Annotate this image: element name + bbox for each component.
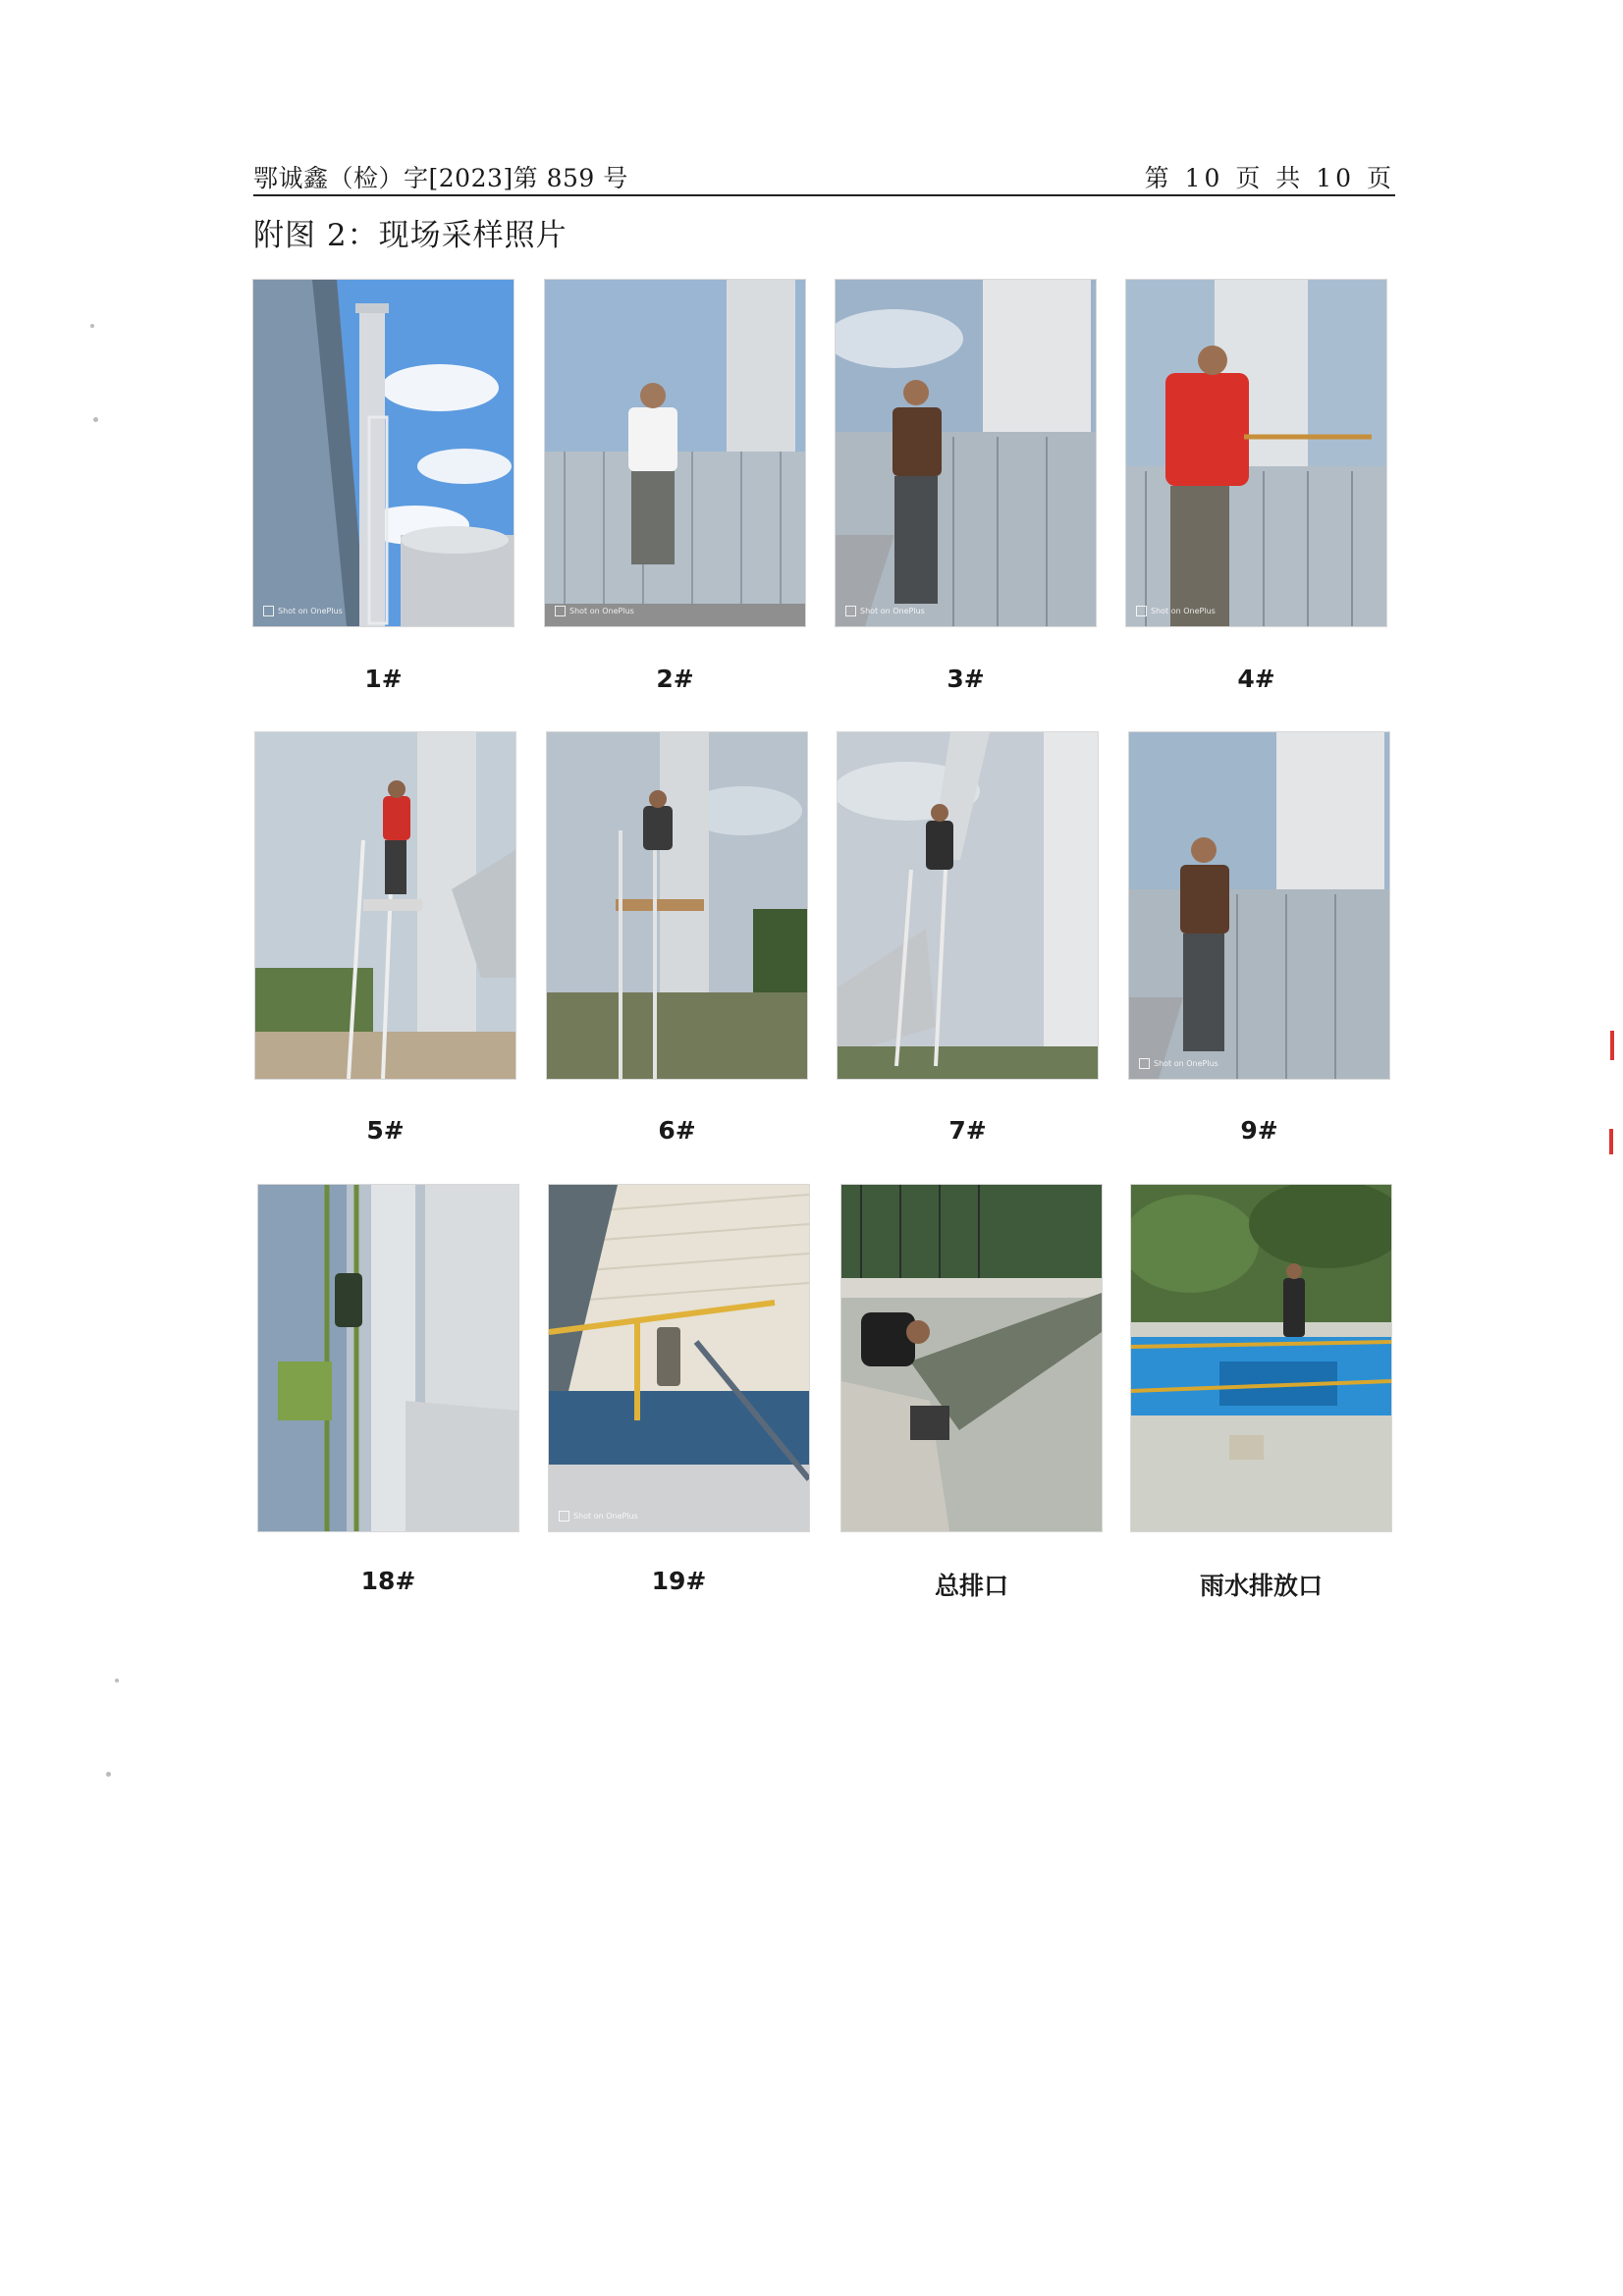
photo-18 <box>258 1185 518 1531</box>
photo-label-3: 3# <box>947 665 985 693</box>
photo-7 <box>838 732 1098 1079</box>
document-number: 鄂诚鑫（检）字[2023]第 859 号 <box>253 164 628 192</box>
scan-speck <box>90 324 94 328</box>
photo-label-9: 9# <box>1240 1116 1278 1145</box>
figure-caption: 附图 2：现场采样照片 <box>253 218 568 253</box>
photo-label-2: 2# <box>656 665 694 693</box>
photo-rainwater-outlet <box>1131 1185 1391 1531</box>
photo-label-7: 7# <box>948 1116 987 1145</box>
photo-1: Shot on OnePlus <box>253 280 514 626</box>
photo-2: Shot on OnePlus <box>545 280 805 626</box>
photo-label-main-outlet: 总排口 <box>934 1572 1008 1600</box>
photo-6 <box>547 732 807 1079</box>
scan-speck <box>93 417 98 422</box>
scan-edge-mark <box>1610 1031 1614 1060</box>
scan-edge-mark <box>1609 1129 1613 1154</box>
photo-4: Shot on OnePlus <box>1126 280 1386 626</box>
page-header <box>253 159 1395 196</box>
photo-label-6: 6# <box>658 1116 696 1145</box>
page-number: 第 10 页 共 10 页 <box>1144 164 1395 192</box>
photo-19: Shot on OnePlus <box>549 1185 809 1531</box>
photo-label-18: 18# <box>360 1567 416 1595</box>
photo-label-19: 19# <box>651 1567 707 1595</box>
scan-speck <box>106 1772 111 1777</box>
photo-main-outlet <box>841 1185 1102 1531</box>
photo-3: Shot on OnePlus <box>836 280 1096 626</box>
photo-label-rainwater-outlet: 雨水排放口 <box>1199 1572 1323 1600</box>
photo-label-5: 5# <box>366 1116 405 1145</box>
photo-5 <box>255 732 515 1079</box>
photo-label-4: 4# <box>1237 665 1275 693</box>
scan-speck <box>115 1679 119 1682</box>
photo-label-1: 1# <box>364 665 403 693</box>
photo-9: Shot on OnePlus <box>1129 732 1389 1079</box>
